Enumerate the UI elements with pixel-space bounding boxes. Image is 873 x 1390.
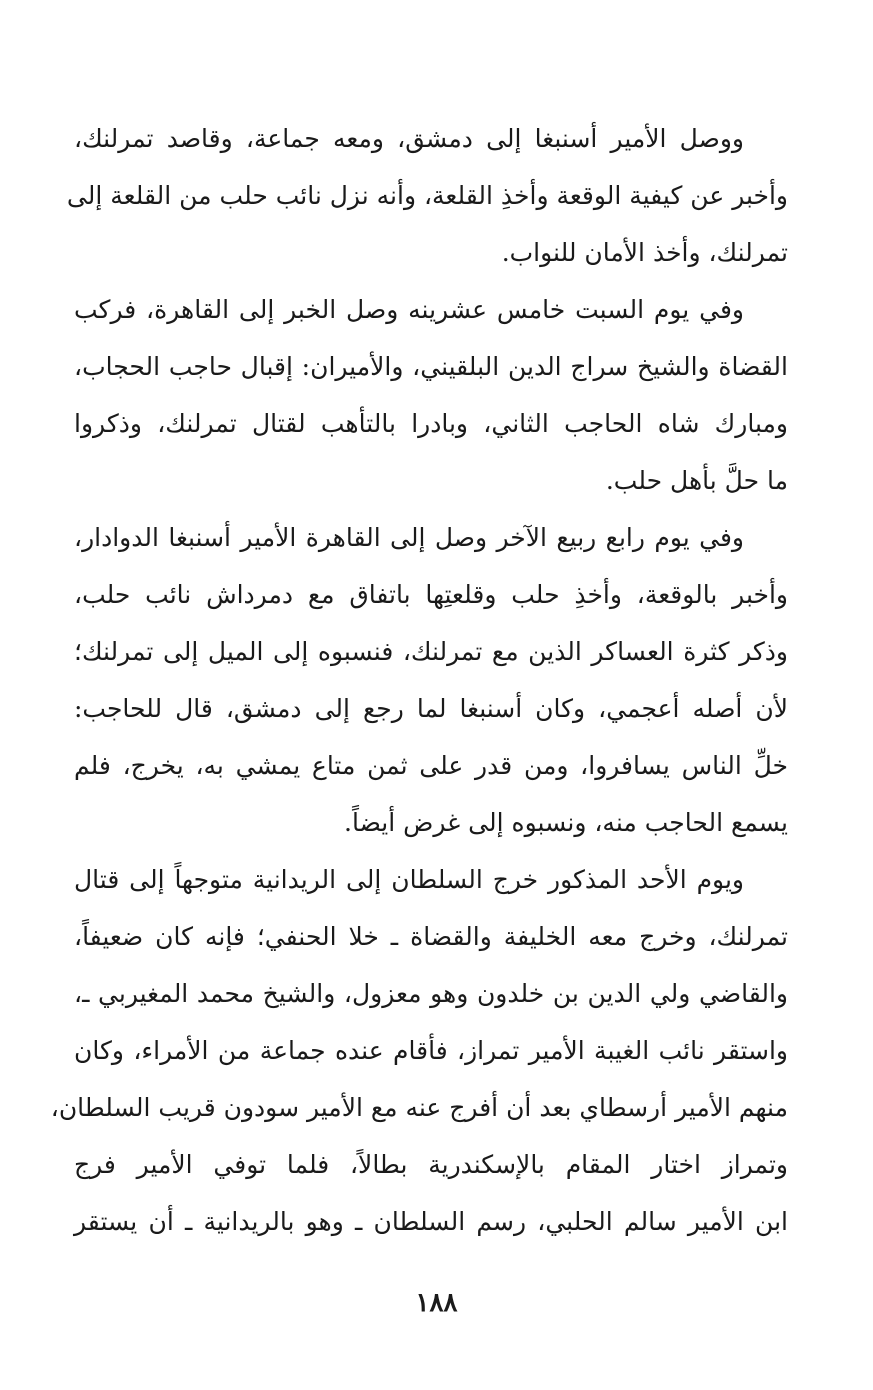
text-line: تمرلنك، وخرج معه الخليفة والقضاة ـ خلا الحنفي؛ فإنه كان ضعيفاً، bbox=[74, 922, 788, 951]
paragraph bbox=[50, 851, 788, 1250]
text-line: ووصل الأمير أسنبغا إلى دمشق، ومعه جماعة، وقاصد تمرلنك، bbox=[74, 124, 744, 153]
text-line: لأن أصله أعجمي، وكان أسنبغا لما رجع إلى دمشق، قال للحاجب: bbox=[74, 694, 788, 723]
text-line: ابن الأمير سالم الحلبي، رسم السلطان ـ وهو بالريدانية ـ أن يستقر bbox=[74, 1207, 788, 1236]
text-line: ويوم الأحد المذكور خرج السلطان إلى الريدانية متوجهاً إلى قتال bbox=[74, 865, 744, 894]
text-line: خلِّ الناس يسافروا، ومن قدر على ثمن متاع يمشي به، يخرج، فلم bbox=[74, 751, 788, 780]
text-line: ومبارك شاه الحاجب الثاني، وبادرا بالتأهب لقتال تمرلنك، وذكروا bbox=[74, 409, 788, 438]
text-line: وأخبر عن كيفية الوقعة وأخذِ القلعة، وأنه نزل نائب حلب من القلعة إلى bbox=[66, 181, 788, 210]
text-line: وفي يوم رابع ربيع الآخر وصل إلى القاهرة الأمير أسنبغا الدوادار، bbox=[74, 523, 744, 552]
text-line: ما حلَّ بأهل حلب. bbox=[605, 466, 788, 495]
text-line: وفي يوم السبت خامس عشرينه وصل الخبر إلى القاهرة، فركب bbox=[74, 295, 744, 324]
paragraph bbox=[74, 509, 788, 851]
text-line: تمرلنك، وأخذ الأمان للنواب. bbox=[501, 238, 788, 267]
text-line: وتمراز اختار المقام بالإسكندرية بطالاً، فلما توفي الأمير فرج bbox=[74, 1150, 788, 1179]
text-line: وأخبر بالوقعة، وأخذِ حلب وقلعتِها باتفاق مع دمرداش نائب حلب، bbox=[74, 580, 788, 609]
text-line: والقاضي ولي الدين بن خلدون وهو معزول، والشيخ محمد المغيربي ـ، bbox=[74, 979, 788, 1008]
text-line: منهم الأمير أرسطاي بعد أن أفرج عنه مع الأمير سودون قريب السلطان، bbox=[50, 1093, 788, 1122]
text-line: القضاة والشيخ سراج الدين البلقيني، والأميران: إقبال حاجب الحجاب، bbox=[74, 352, 788, 381]
paragraph bbox=[74, 281, 788, 509]
text-line: واستقر نائب الغيبة الأمير تمراز، فأقام عنده جماعة من الأمراء، وكان bbox=[74, 1036, 788, 1065]
page-number: ١٨٨ bbox=[415, 1288, 458, 1318]
text-line: يسمع الحاجب منه، ونسبوه إلى غرض أيضاً. bbox=[344, 808, 788, 837]
text-line: وذكر كثرة العساكر الذين مع تمرلنك، فنسبوه إلى الميل إلى تمرلنك؛ bbox=[74, 637, 788, 666]
body-text bbox=[50, 110, 788, 1250]
paragraph bbox=[66, 110, 788, 281]
